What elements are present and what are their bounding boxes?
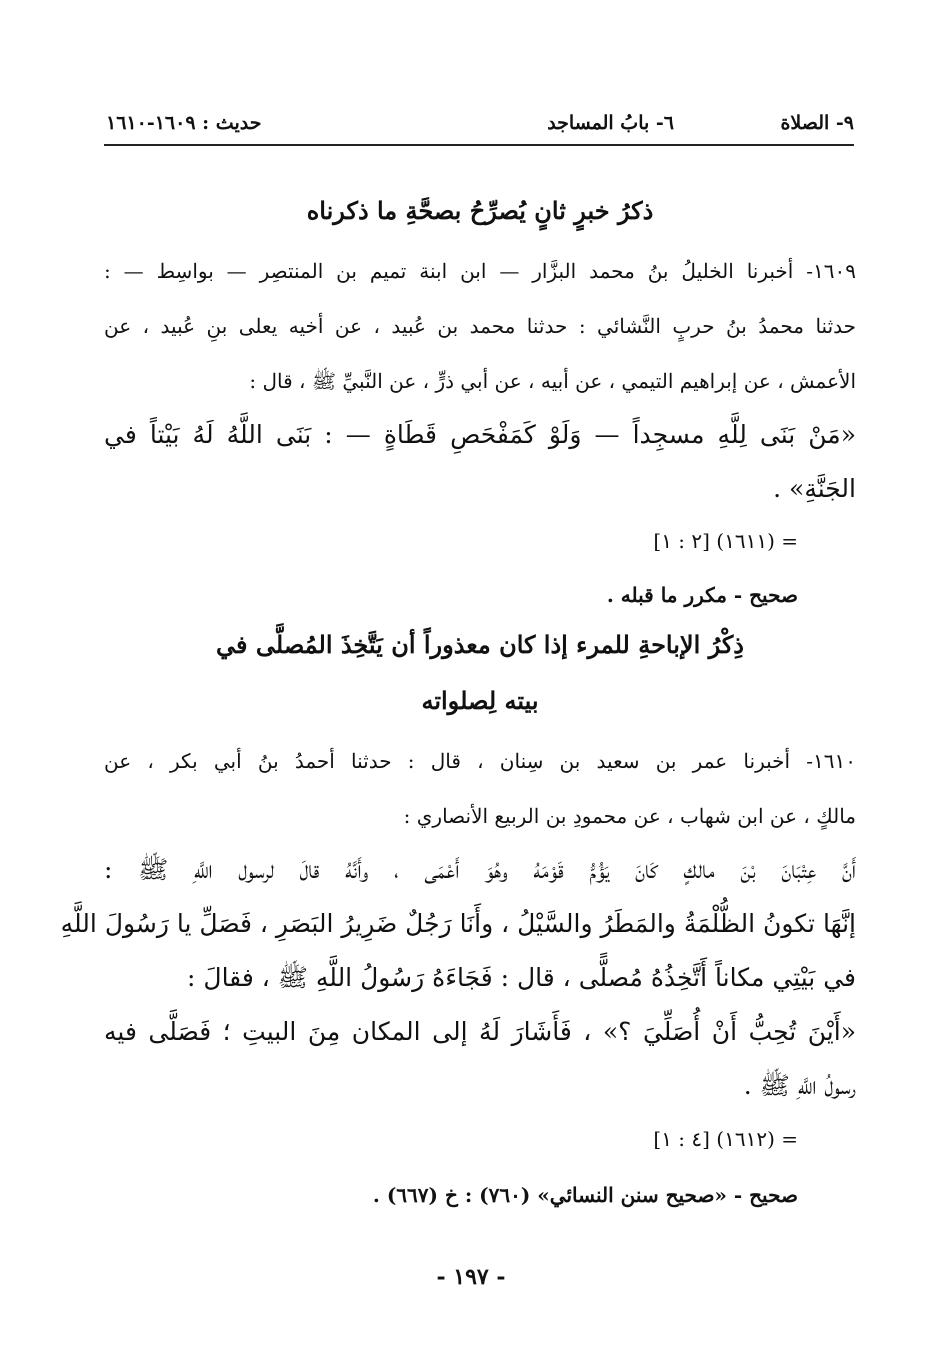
hadith-text-line: في بَيْتِي مكاناً أَتَّخِذُهُ مُصلًّى ، قال : فَجَاءَهُ رَسُولُ اللَّهِ ﷺ ، فقالَ : <box>187 963 856 992</box>
cross-reference: = (١٦١١) [٢ : ١] <box>653 529 798 553</box>
page-number: - ١٩٧ - <box>436 1264 506 1290</box>
cross-reference: = (١٦١٢) [٤ : ١] <box>653 1127 798 1151</box>
grading-note: صحيح - مكرر ما قبله . <box>606 583 798 607</box>
running-header <box>104 108 854 146</box>
chapter-title: ٩- الصلاة <box>780 112 854 134</box>
hadith-text-line: إنَّهَا تكونُ الظُّلْمَةُ والمَطَرُ والسَّيْلُ ، وأَنَا رَجُلٌ ضَرِيرُ البَصَرِ ، فَصَلِّ يا رَسُولَ اللَّهِ <box>60 909 856 938</box>
isnad-line: ١٦١٠- أخبرنا عمر بن سعيد بن سِنان ، قال : حدثنا أحمدُ بنُ أبي بكر ، عن <box>104 749 856 773</box>
hadith-text-line: «أَيْنَ تُحِبُّ أَنْ أُصَلِّيَ ؟» ، فَأَشَارَ لَهُ إلى المكان مِنَ البيتِ ؛ فَصَلَّى فيه <box>104 1017 856 1046</box>
hadith-range: حديث : ١٦٠٩-١٦١٠ <box>106 112 262 134</box>
isnad-line: الأعمش ، عن إبراهيم التيمي ، عن أبيه ، عن أبي ذرٍّ ، عن النَّبيِّ ﷺ ، قال : <box>249 369 856 393</box>
isnad-line: ١٦٠٩- أخبرنا الخليلُ بنُ محمد البزَّار — ابن ابنة تميم بن المنتصِر — بواسِط — : <box>104 259 856 283</box>
section-heading-2: ذِكْرُ الإباحةِ للمرء إذا كان معذوراً أن يَتَّخِذَ المُصلَّى في <box>216 630 744 659</box>
section-heading-1: ذكرُ خبرٍ ثانٍ يُصرِّحُ بصحَّةِ ما ذكرناه <box>306 196 654 225</box>
isnad-line: حدثنا محمدُ بنُ حربٍ النَّشائي : حدثنا محمد بن عُبيد ، عن أخيه يعلى بنِ عُبيد ، عن <box>104 314 856 338</box>
isnad-line: مالكٍ ، عن ابن شهاب ، عن محمودِ بن الربيع الأنصاري : <box>403 804 856 828</box>
section-title: ٦- بابُ المساجد <box>547 112 674 134</box>
grading-note: صحيح - «صحيح سنن النسائي» (٧٦٠) : خ (٦٦٧) . <box>372 1183 798 1207</box>
hadith-text-line: «مَنْ بَنَى لِلَّهِ مسجِداً — وَلَوْ كَمَفْحَصِ قَطَاةٍ — : بَنَى اللَّهُ لَهُ بَيْتاً في <box>104 420 856 449</box>
section-heading-2-continued: بيته لِصلواته <box>421 686 539 715</box>
hadith-text-line: أَنَّ عِتْبَانَ بْنَ مالكٍ كَانَ يَؤُمُّ قَوْمَهُ وهُوَ أَعْمَى ، وأَنَّهُ قالَ لرسول اللَّهِ ﷺ : <box>104 855 856 884</box>
hadith-text-line: رسولُ اللَّهِ ﷺ . <box>743 1071 856 1100</box>
hadith-text-line: الجَنَّةِ» . <box>773 474 856 503</box>
